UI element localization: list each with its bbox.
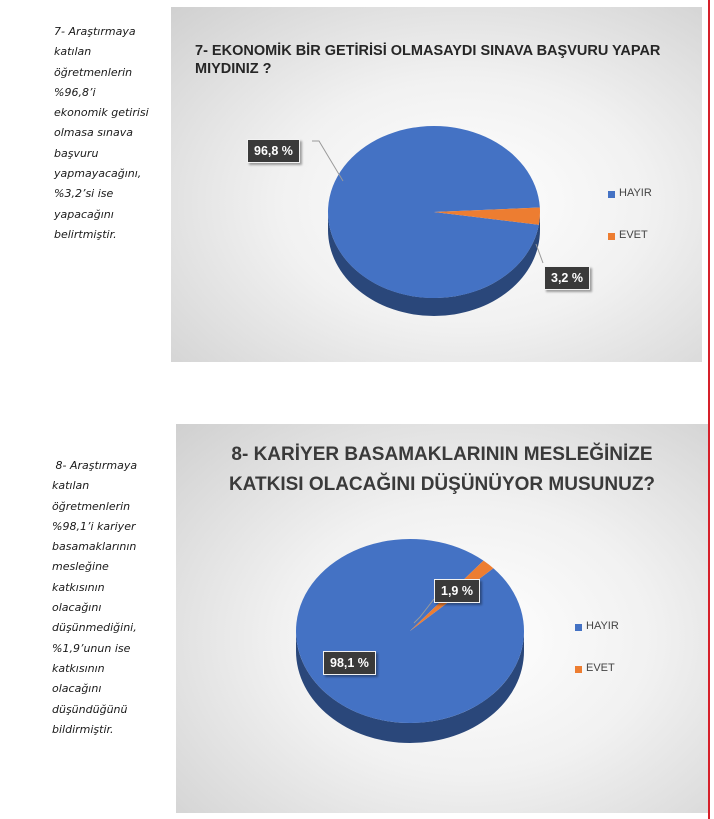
note-line: öğretmenlerin <box>54 65 133 79</box>
note-line: olacağını <box>52 601 102 615</box>
chart-8-label-evet: 1,9 % <box>434 579 480 603</box>
note-line: %98,1’i kariyer <box>52 519 136 533</box>
chart-8-title <box>176 440 708 500</box>
note-line: yapacağını <box>54 207 114 221</box>
legend-label-evet: EVET <box>619 229 648 241</box>
note-line: 7- Araştırmaya <box>54 25 136 38</box>
legend-label-evet-8: EVET <box>586 662 615 674</box>
note-question-8 <box>52 456 137 740</box>
note-line: %96,8’i <box>54 85 96 99</box>
note-line: katkısının <box>52 580 105 594</box>
note-line: öğretmenlerin <box>52 499 131 513</box>
chart-7-title: 7- EKONOMİK BİR GETİRİSİ OLMASAYDI SINAVA BAŞVURU YAPAR MIYDINIZ ? <box>195 43 661 78</box>
note-line: düşündüğünü <box>52 702 128 716</box>
chart-7-label-evet: 3,2 % <box>544 266 590 290</box>
legend-swatch-evet-8 <box>575 666 582 673</box>
note-line: başvuru <box>54 146 99 160</box>
note-line: belirtmiştir. <box>54 227 117 241</box>
note-line: olacağını <box>52 682 102 696</box>
legend-label-hayir-8: HAYIR <box>586 620 619 632</box>
note-line: olmasa sınava <box>54 126 133 140</box>
chart-8-title-line-2: KATKISI OLACAĞINI DÜŞÜNÜYOR MUSUNUZ? <box>228 474 656 495</box>
legend-label-hayir: HAYIR <box>619 187 652 199</box>
note-line: 8- Araştırmaya <box>52 459 138 472</box>
note-question-7 <box>54 22 149 245</box>
note-line: bildirmiştir. <box>52 722 114 736</box>
chart-panel-7 <box>171 7 702 362</box>
chart-8-title-line-1: 8- KARİYER BASAMAKLARININ MESLEĞİNİZE <box>231 444 653 465</box>
note-line: katılan <box>52 479 90 493</box>
page-margin-line <box>708 0 710 819</box>
chart-panel-8 <box>176 424 708 813</box>
note-line: mesleğine <box>52 560 109 574</box>
legend-swatch-hayir <box>608 191 615 198</box>
note-line: yapmayacağını, <box>54 167 142 181</box>
legend-swatch-evet <box>608 233 615 240</box>
note-line: katılan <box>54 45 92 59</box>
note-line: ekonomik getirisi <box>54 106 149 120</box>
legend-swatch-hayir-8 <box>575 624 582 631</box>
chart-7-label-hayir: 96,8 % <box>247 139 300 163</box>
note-line: düşünmediğini, <box>52 621 137 635</box>
note-line: %3,2’si ise <box>54 187 114 201</box>
chart-7-leader-evet <box>536 244 543 263</box>
chart-8-label-hayir: 98,1 % <box>323 651 376 675</box>
note-line: basamaklarının <box>52 540 137 554</box>
note-line: %1,9’unun ise <box>52 641 131 655</box>
note-line: katkısının <box>52 661 105 675</box>
